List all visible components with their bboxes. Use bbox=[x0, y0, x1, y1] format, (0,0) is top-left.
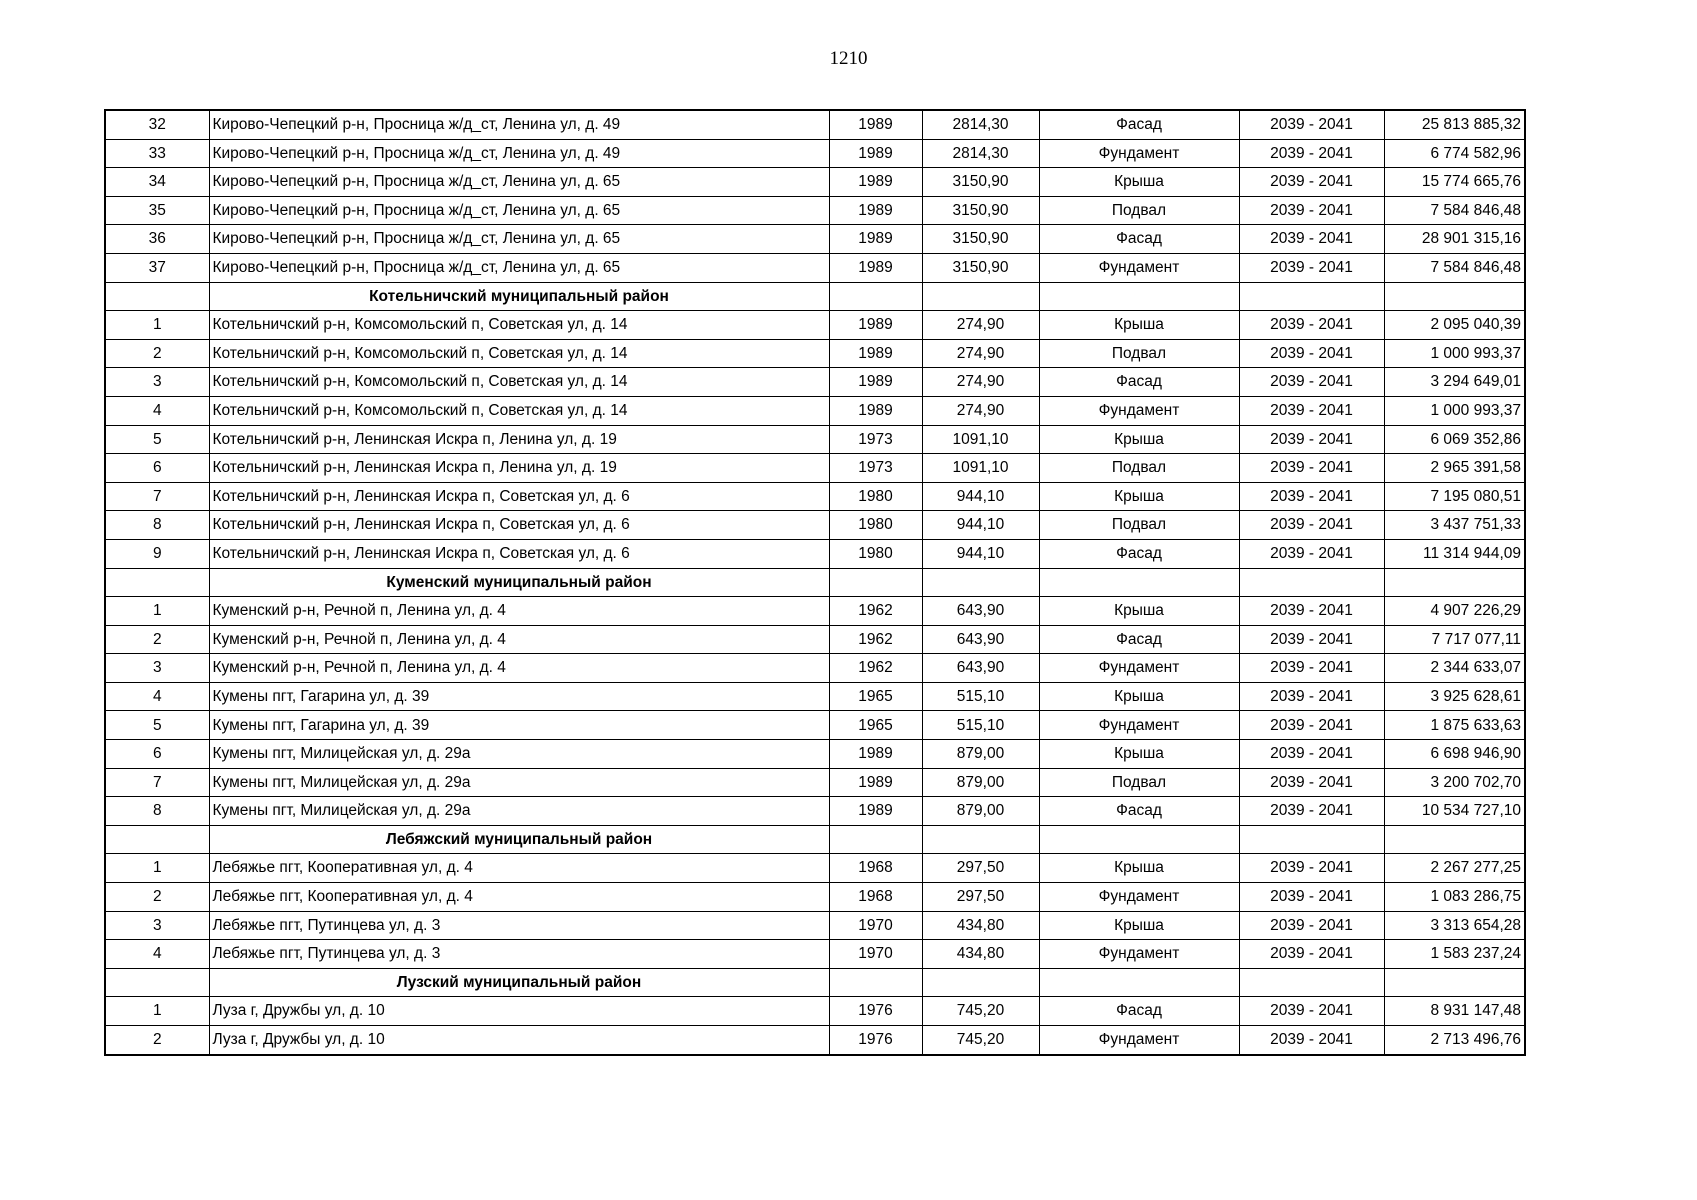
repair-cost-cell: 1 875 633,63 bbox=[1384, 711, 1525, 740]
repair-period-cell: 2039 - 2041 bbox=[1239, 225, 1384, 254]
area-cell: 274,90 bbox=[922, 339, 1039, 368]
year-built-cell: 1970 bbox=[829, 940, 922, 969]
repair-cost-cell: 11 314 944,09 bbox=[1384, 539, 1525, 568]
address-cell: Кумены пгт, Гагарина ул, д. 39 bbox=[209, 682, 829, 711]
repair-period-cell: 2039 - 2041 bbox=[1239, 168, 1384, 197]
area-cell: 3150,90 bbox=[922, 168, 1039, 197]
repair-cost-cell: 10 534 727,10 bbox=[1384, 797, 1525, 826]
repair-cost-cell: 2 713 496,76 bbox=[1384, 1026, 1525, 1055]
repair-period-cell: 2039 - 2041 bbox=[1239, 396, 1384, 425]
row-number-cell: 35 bbox=[105, 196, 209, 225]
year-built-cell: 1989 bbox=[829, 225, 922, 254]
district-heading: Лебяжский муниципальный район bbox=[209, 825, 829, 854]
table-row bbox=[105, 196, 1525, 225]
area-cell: 1091,10 bbox=[922, 454, 1039, 483]
repair-period-cell: 2039 - 2041 bbox=[1239, 597, 1384, 626]
structural-element-cell bbox=[1039, 968, 1239, 997]
repair-cost-cell: 6 774 582,96 bbox=[1384, 139, 1525, 168]
row-number-cell: 8 bbox=[105, 511, 209, 540]
row-number-cell: 1 bbox=[105, 854, 209, 883]
area-cell: 434,80 bbox=[922, 940, 1039, 969]
structural-element-cell: Фасад bbox=[1039, 625, 1239, 654]
area-cell: 2814,30 bbox=[922, 110, 1039, 139]
row-number-cell: 2 bbox=[105, 1026, 209, 1055]
area-cell: 944,10 bbox=[922, 511, 1039, 540]
repair-period-cell: 2039 - 2041 bbox=[1239, 911, 1384, 940]
repair-cost-cell: 3 200 702,70 bbox=[1384, 768, 1525, 797]
row-number-cell: 1 bbox=[105, 311, 209, 340]
repair-cost-cell bbox=[1384, 825, 1525, 854]
address-cell: Котельничский р-н, Ленинская Искра п, Советская ул, д. 6 bbox=[209, 482, 829, 511]
row-number-cell: 4 bbox=[105, 940, 209, 969]
row-number-cell: 7 bbox=[105, 768, 209, 797]
repair-cost-cell bbox=[1384, 568, 1525, 597]
table-row bbox=[105, 368, 1525, 397]
structural-element-cell: Фасад bbox=[1039, 797, 1239, 826]
repair-cost-cell bbox=[1384, 968, 1525, 997]
repair-period-cell: 2039 - 2041 bbox=[1239, 196, 1384, 225]
address-cell: Кумены пгт, Милицейская ул, д. 29а bbox=[209, 740, 829, 769]
year-built-cell: 1968 bbox=[829, 883, 922, 912]
structural-element-cell bbox=[1039, 282, 1239, 311]
row-number-cell: 1 bbox=[105, 597, 209, 626]
structural-element-cell: Крыша bbox=[1039, 854, 1239, 883]
year-built-cell: 1989 bbox=[829, 768, 922, 797]
repair-period-cell bbox=[1239, 968, 1384, 997]
table-row bbox=[105, 168, 1525, 197]
table-row bbox=[105, 110, 1525, 139]
address-cell: Котельничский р-н, Комсомольский п, Советская ул, д. 14 bbox=[209, 311, 829, 340]
repair-period-cell: 2039 - 2041 bbox=[1239, 997, 1384, 1026]
address-cell: Кирово-Чепецкий р-н, Просница ж/д_ст, Ленина ул, д. 65 bbox=[209, 225, 829, 254]
table-row bbox=[105, 883, 1525, 912]
repair-period-cell: 2039 - 2041 bbox=[1239, 511, 1384, 540]
repair-period-cell: 2039 - 2041 bbox=[1239, 311, 1384, 340]
table-row bbox=[105, 482, 1525, 511]
address-cell: Котельничский р-н, Комсомольский п, Советская ул, д. 14 bbox=[209, 339, 829, 368]
repair-period-cell: 2039 - 2041 bbox=[1239, 797, 1384, 826]
area-cell: 3150,90 bbox=[922, 253, 1039, 282]
row-number-cell: 8 bbox=[105, 797, 209, 826]
year-built-cell: 1965 bbox=[829, 711, 922, 740]
year-built-cell: 1973 bbox=[829, 425, 922, 454]
registry-body bbox=[105, 110, 1525, 1055]
year-built-cell: 1989 bbox=[829, 196, 922, 225]
address-cell: Котельничский р-н, Ленинская Искра п, Советская ул, д. 6 bbox=[209, 511, 829, 540]
year-built-cell: 1989 bbox=[829, 396, 922, 425]
area-cell: 879,00 bbox=[922, 740, 1039, 769]
structural-element-cell: Подвал bbox=[1039, 511, 1239, 540]
structural-element-cell: Фасад bbox=[1039, 997, 1239, 1026]
structural-element-cell: Фасад bbox=[1039, 539, 1239, 568]
address-cell: Лебяжье пгт, Путинцева ул, д. 3 bbox=[209, 911, 829, 940]
table-row bbox=[105, 311, 1525, 340]
row-number-cell: 6 bbox=[105, 454, 209, 483]
address-cell: Куменский р-н, Речной п, Ленина ул, д. 4 bbox=[209, 625, 829, 654]
repair-cost-cell: 3 313 654,28 bbox=[1384, 911, 1525, 940]
repair-cost-cell: 7 584 846,48 bbox=[1384, 196, 1525, 225]
year-built-cell: 1980 bbox=[829, 482, 922, 511]
row-number-cell bbox=[105, 968, 209, 997]
area-cell: 274,90 bbox=[922, 368, 1039, 397]
table-row bbox=[105, 625, 1525, 654]
year-built-cell: 1962 bbox=[829, 625, 922, 654]
repair-period-cell bbox=[1239, 825, 1384, 854]
structural-element-cell: Крыша bbox=[1039, 311, 1239, 340]
repair-period-cell: 2039 - 2041 bbox=[1239, 368, 1384, 397]
address-cell: Котельничский р-н, Ленинская Искра п, Ленина ул, д. 19 bbox=[209, 454, 829, 483]
district-section-row bbox=[105, 825, 1525, 854]
table-row bbox=[105, 253, 1525, 282]
address-cell: Лебяжье пгт, Путинцева ул, д. 3 bbox=[209, 940, 829, 969]
area-cell: 879,00 bbox=[922, 768, 1039, 797]
row-number-cell: 4 bbox=[105, 682, 209, 711]
row-number-cell: 9 bbox=[105, 539, 209, 568]
area-cell: 745,20 bbox=[922, 1026, 1039, 1055]
repair-cost-cell: 6 069 352,86 bbox=[1384, 425, 1525, 454]
row-number-cell: 5 bbox=[105, 711, 209, 740]
area-cell: 274,90 bbox=[922, 396, 1039, 425]
address-cell: Котельничский р-н, Ленинская Искра п, Советская ул, д. 6 bbox=[209, 539, 829, 568]
repair-period-cell: 2039 - 2041 bbox=[1239, 1026, 1384, 1055]
district-heading: Котельничский муниципальный район bbox=[209, 282, 829, 311]
area-cell: 944,10 bbox=[922, 539, 1039, 568]
year-built-cell: 1989 bbox=[829, 139, 922, 168]
year-built-cell: 1989 bbox=[829, 110, 922, 139]
address-cell: Лебяжье пгт, Кооперативная ул, д. 4 bbox=[209, 883, 829, 912]
row-number-cell: 5 bbox=[105, 425, 209, 454]
year-built-cell: 1976 bbox=[829, 997, 922, 1026]
address-cell: Кирово-Чепецкий р-н, Просница ж/д_ст, Ленина ул, д. 65 bbox=[209, 196, 829, 225]
table-row bbox=[105, 911, 1525, 940]
repair-cost-cell: 7 195 080,51 bbox=[1384, 482, 1525, 511]
district-section-row bbox=[105, 282, 1525, 311]
row-number-cell: 2 bbox=[105, 625, 209, 654]
year-built-cell: 1965 bbox=[829, 682, 922, 711]
address-cell: Луза г, Дружбы ул, д. 10 bbox=[209, 1026, 829, 1055]
year-built-cell: 1980 bbox=[829, 539, 922, 568]
address-cell: Котельничский р-н, Ленинская Искра п, Ленина ул, д. 19 bbox=[209, 425, 829, 454]
structural-element-cell: Фундамент bbox=[1039, 139, 1239, 168]
repair-cost-cell: 1 083 286,75 bbox=[1384, 883, 1525, 912]
repair-cost-cell: 28 901 315,16 bbox=[1384, 225, 1525, 254]
repair-cost-cell: 25 813 885,32 bbox=[1384, 110, 1525, 139]
repair-cost-cell: 2 965 391,58 bbox=[1384, 454, 1525, 483]
repair-cost-cell: 7 584 846,48 bbox=[1384, 253, 1525, 282]
repair-period-cell: 2039 - 2041 bbox=[1239, 768, 1384, 797]
address-cell: Кирово-Чепецкий р-н, Просница ж/д_ст, Ленина ул, д. 65 bbox=[209, 253, 829, 282]
structural-element-cell: Подвал bbox=[1039, 339, 1239, 368]
structural-element-cell: Крыша bbox=[1039, 682, 1239, 711]
area-cell: 1091,10 bbox=[922, 425, 1039, 454]
repair-cost-cell: 1 000 993,37 bbox=[1384, 339, 1525, 368]
structural-element-cell: Фасад bbox=[1039, 225, 1239, 254]
year-built-cell: 1968 bbox=[829, 854, 922, 883]
structural-element-cell: Фасад bbox=[1039, 368, 1239, 397]
repair-period-cell: 2039 - 2041 bbox=[1239, 253, 1384, 282]
table-row bbox=[105, 454, 1525, 483]
area-cell: 434,80 bbox=[922, 911, 1039, 940]
table-row bbox=[105, 597, 1525, 626]
area-cell bbox=[922, 825, 1039, 854]
row-number-cell: 3 bbox=[105, 654, 209, 683]
repair-cost-cell: 3 294 649,01 bbox=[1384, 368, 1525, 397]
repair-period-cell: 2039 - 2041 bbox=[1239, 711, 1384, 740]
repair-cost-cell: 6 698 946,90 bbox=[1384, 740, 1525, 769]
address-cell: Котельничский р-н, Комсомольский п, Советская ул, д. 14 bbox=[209, 396, 829, 425]
district-section-row bbox=[105, 568, 1525, 597]
row-number-cell bbox=[105, 282, 209, 311]
table-row bbox=[105, 740, 1525, 769]
structural-element-cell: Крыша bbox=[1039, 597, 1239, 626]
area-cell bbox=[922, 568, 1039, 597]
table-row bbox=[105, 225, 1525, 254]
repair-cost-cell: 4 907 226,29 bbox=[1384, 597, 1525, 626]
structural-element-cell: Крыша bbox=[1039, 482, 1239, 511]
repair-period-cell bbox=[1239, 282, 1384, 311]
area-cell: 3150,90 bbox=[922, 225, 1039, 254]
area-cell bbox=[922, 968, 1039, 997]
area-cell: 297,50 bbox=[922, 883, 1039, 912]
repair-cost-cell: 8 931 147,48 bbox=[1384, 997, 1525, 1026]
structural-element-cell: Крыша bbox=[1039, 425, 1239, 454]
address-cell: Лебяжье пгт, Кооперативная ул, д. 4 bbox=[209, 854, 829, 883]
year-built-cell: 1989 bbox=[829, 168, 922, 197]
table-row bbox=[105, 854, 1525, 883]
structural-element-cell: Фундамент bbox=[1039, 396, 1239, 425]
year-built-cell: 1962 bbox=[829, 597, 922, 626]
year-built-cell: 1980 bbox=[829, 511, 922, 540]
row-number-cell: 6 bbox=[105, 740, 209, 769]
structural-element-cell: Крыша bbox=[1039, 911, 1239, 940]
repair-period-cell: 2039 - 2041 bbox=[1239, 940, 1384, 969]
repair-cost-cell: 2 267 277,25 bbox=[1384, 854, 1525, 883]
row-number-cell bbox=[105, 568, 209, 597]
repair-cost-cell: 1 000 993,37 bbox=[1384, 396, 1525, 425]
address-cell: Кирово-Чепецкий р-н, Просница ж/д_ст, Ленина ул, д. 65 bbox=[209, 168, 829, 197]
repair-cost-cell: 3 437 751,33 bbox=[1384, 511, 1525, 540]
year-built-cell: 1970 bbox=[829, 911, 922, 940]
row-number-cell: 34 bbox=[105, 168, 209, 197]
table-row bbox=[105, 711, 1525, 740]
table-row bbox=[105, 396, 1525, 425]
area-cell: 643,90 bbox=[922, 654, 1039, 683]
area-cell: 297,50 bbox=[922, 854, 1039, 883]
repair-period-cell: 2039 - 2041 bbox=[1239, 339, 1384, 368]
repair-period-cell: 2039 - 2041 bbox=[1239, 110, 1384, 139]
year-built-cell bbox=[829, 568, 922, 597]
row-number-cell bbox=[105, 825, 209, 854]
table-row bbox=[105, 511, 1525, 540]
year-built-cell bbox=[829, 968, 922, 997]
district-heading: Лузский муниципальный район bbox=[209, 968, 829, 997]
structural-element-cell: Подвал bbox=[1039, 454, 1239, 483]
table-row bbox=[105, 654, 1525, 683]
structural-element-cell: Фундамент bbox=[1039, 253, 1239, 282]
year-built-cell: 1973 bbox=[829, 454, 922, 483]
table-row bbox=[105, 940, 1525, 969]
area-cell bbox=[922, 282, 1039, 311]
row-number-cell: 37 bbox=[105, 253, 209, 282]
row-number-cell: 2 bbox=[105, 883, 209, 912]
table-row bbox=[105, 139, 1525, 168]
repair-period-cell: 2039 - 2041 bbox=[1239, 139, 1384, 168]
area-cell: 643,90 bbox=[922, 597, 1039, 626]
year-built-cell bbox=[829, 282, 922, 311]
area-cell: 3150,90 bbox=[922, 196, 1039, 225]
row-number-cell: 3 bbox=[105, 368, 209, 397]
year-built-cell: 1989 bbox=[829, 368, 922, 397]
address-cell: Куменский р-н, Речной п, Ленина ул, д. 4 bbox=[209, 597, 829, 626]
area-cell: 515,10 bbox=[922, 682, 1039, 711]
area-cell: 274,90 bbox=[922, 311, 1039, 340]
address-cell: Кирово-Чепецкий р-н, Просница ж/д_ст, Ленина ул, д. 49 bbox=[209, 139, 829, 168]
structural-element-cell: Подвал bbox=[1039, 196, 1239, 225]
structural-element-cell: Крыша bbox=[1039, 740, 1239, 769]
repair-period-cell: 2039 - 2041 bbox=[1239, 454, 1384, 483]
repair-cost-cell: 7 717 077,11 bbox=[1384, 625, 1525, 654]
address-cell: Луза г, Дружбы ул, д. 10 bbox=[209, 997, 829, 1026]
structural-element-cell: Фундамент bbox=[1039, 940, 1239, 969]
address-cell: Котельничский р-н, Комсомольский п, Советская ул, д. 14 bbox=[209, 368, 829, 397]
row-number-cell: 1 bbox=[105, 997, 209, 1026]
repair-period-cell: 2039 - 2041 bbox=[1239, 539, 1384, 568]
repair-cost-cell: 3 925 628,61 bbox=[1384, 682, 1525, 711]
row-number-cell: 2 bbox=[105, 339, 209, 368]
address-cell: Кумены пгт, Гагарина ул, д. 39 bbox=[209, 711, 829, 740]
table-row bbox=[105, 539, 1525, 568]
repair-cost-cell bbox=[1384, 282, 1525, 311]
year-built-cell: 1989 bbox=[829, 253, 922, 282]
structural-element-cell: Фундамент bbox=[1039, 1026, 1239, 1055]
row-number-cell: 4 bbox=[105, 396, 209, 425]
row-number-cell: 3 bbox=[105, 911, 209, 940]
structural-element-cell: Крыша bbox=[1039, 168, 1239, 197]
district-section-row bbox=[105, 968, 1525, 997]
repair-registry-table bbox=[104, 109, 1526, 1056]
year-built-cell: 1989 bbox=[829, 740, 922, 769]
repair-cost-cell: 15 774 665,76 bbox=[1384, 168, 1525, 197]
address-cell: Кумены пгт, Милицейская ул, д. 29а bbox=[209, 768, 829, 797]
repair-period-cell: 2039 - 2041 bbox=[1239, 854, 1384, 883]
year-built-cell: 1989 bbox=[829, 339, 922, 368]
repair-period-cell bbox=[1239, 568, 1384, 597]
repair-period-cell: 2039 - 2041 bbox=[1239, 482, 1384, 511]
row-number-cell: 32 bbox=[105, 110, 209, 139]
address-cell: Куменский р-н, Речной п, Ленина ул, д. 4 bbox=[209, 654, 829, 683]
repair-period-cell: 2039 - 2041 bbox=[1239, 654, 1384, 683]
structural-element-cell: Фундамент bbox=[1039, 654, 1239, 683]
repair-period-cell: 2039 - 2041 bbox=[1239, 425, 1384, 454]
table-row bbox=[105, 768, 1525, 797]
year-built-cell: 1989 bbox=[829, 797, 922, 826]
repair-cost-cell: 2 344 633,07 bbox=[1384, 654, 1525, 683]
repair-cost-cell: 1 583 237,24 bbox=[1384, 940, 1525, 969]
table-row bbox=[105, 682, 1525, 711]
row-number-cell: 33 bbox=[105, 139, 209, 168]
repair-period-cell: 2039 - 2041 bbox=[1239, 682, 1384, 711]
table-row bbox=[105, 339, 1525, 368]
repair-cost-cell: 2 095 040,39 bbox=[1384, 311, 1525, 340]
page-number: 1210 bbox=[829, 48, 868, 69]
address-cell: Кирово-Чепецкий р-н, Просница ж/д_ст, Ленина ул, д. 49 bbox=[209, 110, 829, 139]
year-built-cell: 1976 bbox=[829, 1026, 922, 1055]
year-built-cell: 1962 bbox=[829, 654, 922, 683]
structural-element-cell: Фундамент bbox=[1039, 711, 1239, 740]
row-number-cell: 7 bbox=[105, 482, 209, 511]
area-cell: 745,20 bbox=[922, 997, 1039, 1026]
structural-element-cell: Фундамент bbox=[1039, 883, 1239, 912]
year-built-cell: 1989 bbox=[829, 311, 922, 340]
repair-period-cell: 2039 - 2041 bbox=[1239, 740, 1384, 769]
year-built-cell bbox=[829, 825, 922, 854]
area-cell: 944,10 bbox=[922, 482, 1039, 511]
repair-period-cell: 2039 - 2041 bbox=[1239, 883, 1384, 912]
structural-element-cell bbox=[1039, 568, 1239, 597]
repair-period-cell: 2039 - 2041 bbox=[1239, 625, 1384, 654]
structural-element-cell bbox=[1039, 825, 1239, 854]
area-cell: 2814,30 bbox=[922, 139, 1039, 168]
area-cell: 879,00 bbox=[922, 797, 1039, 826]
structural-element-cell: Подвал bbox=[1039, 768, 1239, 797]
area-cell: 515,10 bbox=[922, 711, 1039, 740]
address-cell: Кумены пгт, Милицейская ул, д. 29а bbox=[209, 797, 829, 826]
table-row bbox=[105, 425, 1525, 454]
table-row bbox=[105, 797, 1525, 826]
structural-element-cell: Фасад bbox=[1039, 110, 1239, 139]
area-cell: 643,90 bbox=[922, 625, 1039, 654]
table-row bbox=[105, 1026, 1525, 1055]
row-number-cell: 36 bbox=[105, 225, 209, 254]
district-heading: Куменский муниципальный район bbox=[209, 568, 829, 597]
table-row bbox=[105, 997, 1525, 1026]
